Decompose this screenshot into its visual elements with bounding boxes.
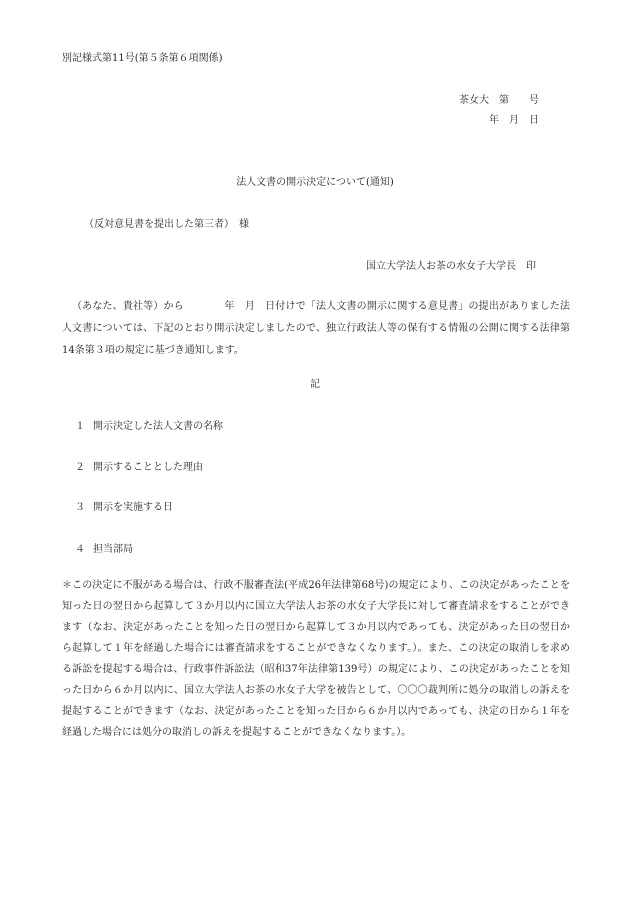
list-item [75, 461, 203, 475]
ki-heading: 記 [310, 379, 320, 390]
list-item [75, 420, 223, 434]
item-number: ２ [75, 462, 85, 473]
body-paragraph: （あなた、貴社等）から 年 月 日付けで「法人文書の開示に関する意見書」の提出がありました法人文書については、下記のとおり開示決定しましたので、独立行政法人等の保有する情報の公開に関する法律第14条第３項の規定に基づき通知します。 [62, 301, 570, 356]
appeal-note: ＊この決定に不服がある場合は、行政不服審査法(平成26年法律第68号)の規定により、この決定があったことを知った日の翌日から起算して３か月以内に国立大学法人お茶の水女子大学長に対して審査請求をすることができます（なお、決定があったことを知った日の翌日から起算して３か月以内であっても、決定があった日の翌日から起算して１年を経過した場合には審査請求をすることができなくなります。）。また、この決定の取消しを求める訴訟を提起する場合は、行政事件訴訟法（昭和37年法律第139号）の規定により、この決定があったことを知った日から６か月以内に、国立大学法人お茶の水女子大学を被告として、〇〇〇裁判所に処分の取消しの訴えを提起することができます（なお、決定があったことを知った日から６か月以内であっても、決定の日から１年を経過した場合には処分の取消しの訴えを提起することができなくなります。）。 [62, 580, 570, 738]
item-number: ４ [75, 544, 85, 555]
document-number: 茶女大 第 号 [459, 95, 539, 106]
addressee: （反対意見書を提出した第三者） 様 [84, 219, 249, 230]
item-label: 開示することとした理由 [93, 462, 203, 473]
form-reference: 別記様式第11号(第５条第６項関係) [62, 53, 223, 64]
item-label: 開示決定した法人文書の名称 [93, 421, 223, 432]
document-title: 法人文書の開示決定について(通知) [236, 177, 394, 188]
list-item [75, 501, 173, 515]
item-label: 開示を実施する日 [93, 502, 173, 513]
document-date: 年 月 日 [489, 115, 539, 126]
sender: 国立大学法人お茶の水女子大学長 印 [366, 261, 536, 272]
item-number: １ [75, 421, 85, 432]
item-number: ３ [75, 502, 85, 513]
item-label: 担当部局 [93, 544, 133, 555]
list-item [75, 543, 133, 557]
